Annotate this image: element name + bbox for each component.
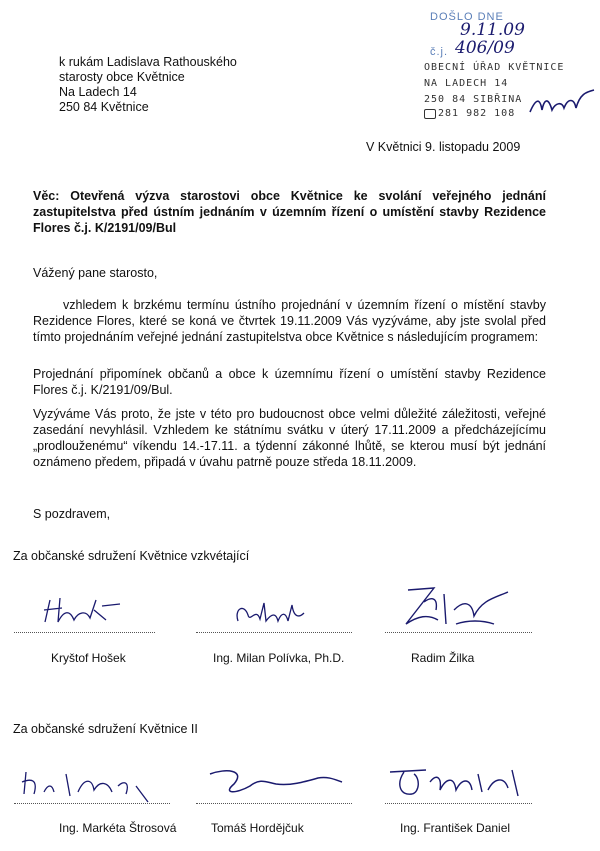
signature-line-1: [14, 632, 155, 633]
closing: S pozdravem,: [33, 507, 111, 521]
salutation: Vážený pane starosto,: [33, 266, 158, 280]
signature-polivka: [232, 595, 312, 631]
stamp-received-date: 9.11.09: [460, 20, 525, 40]
phone-icon: [424, 109, 436, 119]
subject: Věc: Otevřená výzva starostovi obce Květnice ke svolání veřejného jednání zastupitelstva před ústním jednáním v územním řízení o umístění stavby Rezidence Flores č.j. K/2191/09/Bul: [33, 189, 546, 235]
stamp-ref-prefix: č.j.: [430, 46, 449, 58]
stamp-ref-number: 406/09: [455, 38, 515, 58]
stamp-initials-signature: [528, 88, 598, 118]
group1-title: Za občanské sdružení Květnice vzkvétající: [13, 549, 250, 563]
signer-name: Ing. František Daniel: [400, 821, 511, 835]
paragraph-3: Vyzýváme Vás proto, že jste v této pro budoucnost obce velmi důležité záležitosti, veřejné zasedání nevyhlásil. Vzhledem ke státnímu svátku v úterý 17.11.2009 a předcházejícímu „prodlouženému“ víkendu 14.-17.11. a týdenní zákonné lhůtě, se kterou musí být jednání oznámeno předem, připadá v úvahu patrně pouze středa 18.11.2009.: [33, 407, 546, 469]
signature-hordejcuk: [206, 764, 346, 804]
address-line-4: 250 84 Květnice: [59, 100, 149, 114]
received-stamp: [420, 8, 600, 118]
paragraph-2: Projednání připomínek občanů a obce k územnímu řízení o umístění stavby Rezidence Flores č.j. K/2191/09/Bul.: [33, 367, 546, 397]
signature-hosek: [40, 592, 130, 632]
signer-name: Ing. Milan Polívka, Ph.D.: [213, 651, 345, 665]
stamp-office-line4: 281 982 108: [438, 108, 516, 119]
date-line: V Květnici 9. listopadu 2009: [366, 140, 521, 154]
signer-name: Kryštof Hošek: [51, 651, 126, 665]
signature-line-5: [196, 803, 352, 804]
group2-title: Za občanské sdružení Květnice II: [13, 722, 198, 736]
signature-zilka: [398, 580, 518, 636]
stamp-office-line2: NA LADECH 14: [424, 78, 509, 89]
address-line-2: starosty obce Květnice: [59, 70, 185, 84]
signature-line-2: [196, 632, 352, 633]
signer-name: Ing. Markéta Štrosová: [59, 821, 177, 835]
signature-line-3: [385, 632, 532, 633]
signature-strosova: [18, 764, 158, 808]
signer-name: Radim Žilka: [411, 651, 475, 665]
stamp-office-line3: 250 84 SIBŘINA: [424, 94, 523, 105]
paragraph-1: vzhledem k brzkému termínu ústního projednání v územním řízení o místění stavby Rezidence Flores, které se koná ve čtvrtek 19.11.2009 Vás vyzýváme, aby jste svolal před tímto projednáním veřejné jednání zastupitelstva obce Květnice s následujícím programem:: [33, 298, 546, 344]
stamp-office-line1: OBECNÍ ÚŘAD KVĚTNICE: [424, 62, 565, 73]
stamp-received-label: DOŠLO DNE: [430, 11, 504, 23]
signature-line-4: [14, 803, 170, 804]
address-line-3: Na Ladech 14: [59, 85, 137, 99]
signer-name: Tomáš Hordějčuk: [211, 821, 304, 835]
signature-daniel: [386, 764, 526, 808]
address-line-1: k rukám Ladislava Rathouského: [59, 55, 237, 69]
signature-line-6: [385, 803, 532, 804]
